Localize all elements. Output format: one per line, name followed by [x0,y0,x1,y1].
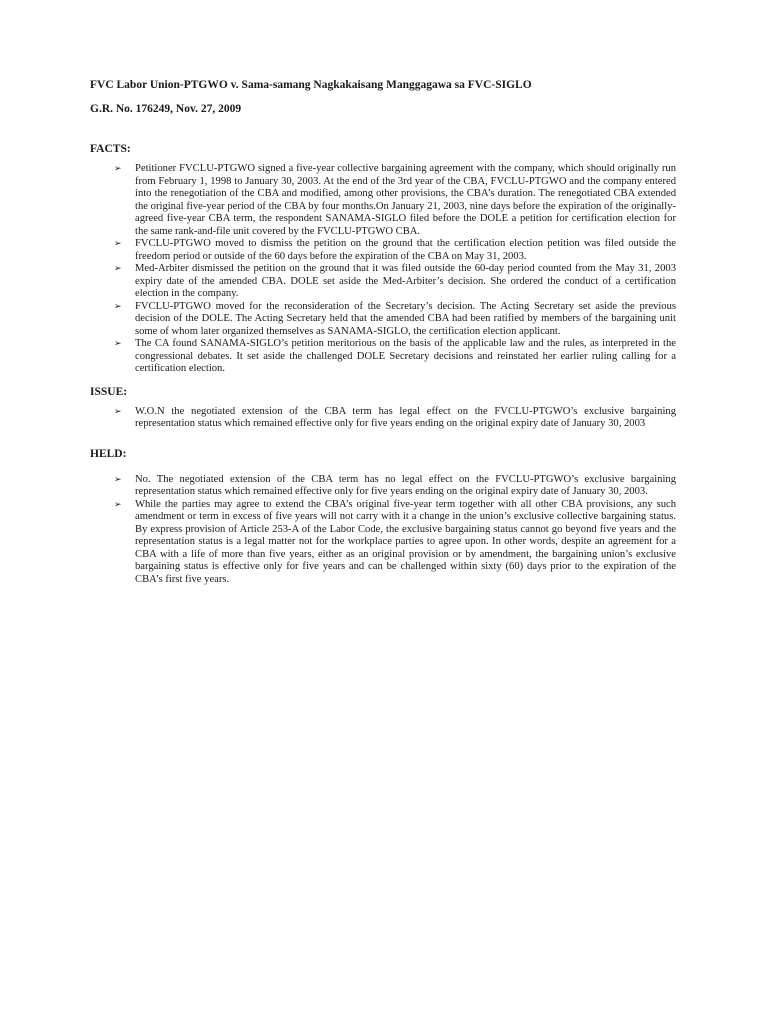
list-item [114,238,676,263]
case-citation: G.R. No. 176249, Nov. 27, 2009 [90,103,242,115]
arrow-bullet-icon: ➢ [114,339,122,349]
list-item-text: The CA found SANAMA-SIGLO’s petition meritorious on the basis of the applicable law and the rules, as interpreted in the congressional debates. It set aside the challenged DOLE Secretary decisions and reinstated her earlier ruling calling for a certification election. [135,338,676,374]
list-item [114,473,676,499]
list-item [114,338,676,376]
held-heading: HELD: [90,447,127,460]
list-item-text: While the parties may agree to extend the CBA’s original five-year term together with all other CBA provisions, any such amendment or term in excess of five years will not carry with it a change in the union’s exclusive collective bargaining status. By express provision of Article 253-A of the Labor Code, the exclusive bargaining status cannot go beyond five years and the representation status is a legal matter not for the workplace parties to agree upon. In other words, despite an agreement for a CBA with a life of more than five years, either as an original provision or by amendment, the bargaining union’s exclusive bargaining status is effective only for five years and can be challenged within sixty (60) days prior to the expiration of the CBA’s first five years. [135,498,676,585]
held-section [90,447,676,587]
list-item-text: FVCLU-PTGWO moved to dismiss the petition on the ground that the certification election petition was filed outside the freedom period or outside of the 60 days before the expiration of the CBA on May 31, 2003. [135,238,676,262]
facts-list [90,163,676,376]
list-item-text: FVCLU-PTGWO moved for the reconsideration of the Secretary’s decision. The Acting Secretary set aside the previous decision of the DOLE. The Acting Secretary held that the amended CBA had been ratified by members of the bargaining unit some of whom later organized themselves as SANAMA-SIGLO, the certification election applicant. [135,300,676,337]
case-title: FVC Labor Union-PTGWO v. Sama-samang Nagkakaisang Manggagawa sa FVC-SIGLO [90,79,532,91]
issue-section [90,385,676,431]
list-item-text: No. The negotiated extension of the CBA term has no legal effect on the FVCLU-PTGWO’s exclusive bargaining representation status which remained effective only for five years ending on the original expiry date of January 30, 2003. [135,473,676,497]
issue-list [90,406,676,431]
list-item [114,300,676,339]
issue-heading: ISSUE: [90,385,128,398]
arrow-bullet-icon: ➢ [114,301,122,312]
held-list [90,474,676,587]
list-item-text: W.O.N the negotiated extension of the CBA term has legal effect on the FVCLU-PTGWO’s exclusive bargaining representation status which remained effective only for five years ending on the original expiry date of January 30, 2003 [135,405,676,429]
facts-heading: FACTS: [90,143,131,155]
arrow-bullet-icon: ➢ [114,164,122,174]
list-item [114,405,676,431]
facts-section [90,142,676,376]
arrow-bullet-icon: ➢ [114,406,122,417]
list-item [114,263,676,301]
list-item-text: Med-Arbiter dismissed the petition on the ground that it was filed outside the 60-day period counted from the May 31, 2003 expiry date of the amended CBA. DOLE set aside the Med-Arbiter’s decision. She ordered the conduct of a certification election in the company. [135,263,676,299]
list-item [114,163,676,238]
arrow-bullet-icon: ➢ [114,474,122,485]
arrow-bullet-icon: ➢ [114,499,122,510]
arrow-bullet-icon: ➢ [114,239,122,249]
list-item-text: Petitioner FVCLU-PTGWO signed a five-year collective bargaining agreement with the company, which should originally run from February 1, 1998 to January 30, 2003. At the end of the 3rd year of the CBA, FVCLU-PTGWO and the company entered into the renegotiation of the CBA and modified, among other provisions, the CBA’s duration. The renegotiated CBA extended the original five-year period of the CBA by four months.On January 21, 2003, nine days before the expiration of the originally-agreed five-year CBA term, the respondent SANAMA-SIGLO filed before the DOLE a petition for certification election for the same rank-and-file unit covered by the FVCLU-PTGWO CBA. [135,163,676,237]
arrow-bullet-icon: ➢ [114,264,122,274]
list-item [114,498,676,587]
